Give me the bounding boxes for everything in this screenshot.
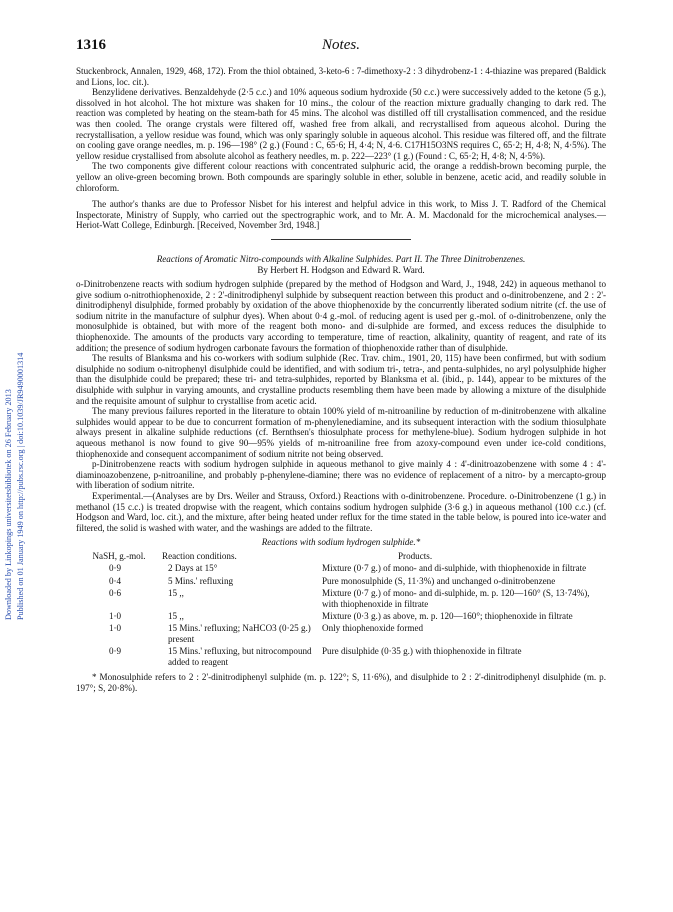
- page-header: [76, 37, 606, 66]
- table-cell: 15 ,,: [168, 588, 184, 599]
- table-row: [76, 623, 601, 646]
- table-row: [76, 588, 601, 611]
- publication-doi-link[interactable]: Published on 01 January 1949 on http://pubs.rsc.org | doi:10.1039/JR9490001314: [16, 352, 25, 620]
- paragraph-m-dinitrobenzene: The many previous failures reported in the literature to obtain 100% yield of m-nitroaniline by reduction of m-dinitrobenzene with alkaline sulphides would appear to be due to concurrent formation of m-phenylenediamine, and its subsequent interaction with the sodium thiosulphate always present in alkaline sulphide reductions (cf. Bernthsen's thiosulphate process for methylene-blue). Sodium hydrogen sulphide in hot aqueous methanol is now found to give 90—95% yields of m-nitroaniline free from azoxy-compound even under ice-cold conditions, thiophenoxide and consequent accompaniment of sodium nitrite not being observed.: [76, 406, 606, 459]
- table-cell: Mixture (0·3 g.) as above, m. p. 120—160°; thiophenoxide in filtrate: [322, 610, 573, 621]
- column-header: Reaction conditions.: [162, 550, 237, 561]
- column-header: Products.: [398, 550, 433, 561]
- table-cell: 0·9: [108, 646, 122, 657]
- article-title: Reactions of Aromatic Nitro-compounds with Alkaline Sulphides. Part II. The Three Dinitrobenzenes.: [156, 253, 526, 264]
- table-cell: Pure monosulphide (S, 11·3%) and unchanged o-dinitrobenzene: [322, 575, 556, 586]
- paragraph-o-dinitrobenzene: o-Dinitrobenzene reacts with sodium hydrogen sulphide (prepared by the method of Hodgson and Ward, J., 1948, 242) in aqueous methanol to give sodium o-nitrothiophenoxide, 2 : 2'-dinitrodiphenyl sulphide by subsequent reaction between this product and o-dinitrobenzene, and 2 : 2'-dinitrodiphenyl disulphide, formed probably by oxidation of the above thiophenoxide by the concurrently liberated sodium nitrite (cf. the use of sodium nitrite in the manufacture of sulphur dyes). When about 0·4 g.-mol. of reducing agent is used per g.-mol. of o-dinitrobenzene, only the monosulphide is obtained, but with more of the reagent both mono- and di-sulphide are formed, and excess reduces the disulphide to thiophenoxide. The amounts of the products vary according to temperature, time of reaction, alkalinity, quantity of reagent, and rate of its addition; the presence of sodium hydrogen carbonate favours the formation of thiophenoxide rather than of disulphide.: [76, 279, 606, 353]
- page-number: 1316: [76, 37, 106, 53]
- table-header-row: [76, 551, 601, 563]
- paragraph-blanksma: The results of Blanksma and his co-workers with sodium sulphide (Rec. Trav. chim., 1901, 20, 115) have been confirmed, but with sodium disulphide no sodium o-nitrophenyl disulphide could be identified, and with sodium tri-, tetra-, and penta-sulphides, no aryl polysulphide higher than the disulphide could be prepared; these tri- and tetra-sulphides, reported by Blanksma et al. (ibid., p. 144), appear to be mixtures of the disulphide with sulphur in varying amounts, and crystalline products resembling them have been made by allowing a mixture of the disulphide and the requisite amount of sulphur to crystallise from acetic acid.: [76, 353, 606, 406]
- table-cell: 15 ,,: [168, 610, 184, 621]
- table-caption: Reactions with sodium hydrogen sulphide.*: [261, 537, 421, 548]
- download-notice: Downloaded by Linkopings universitetsbibliotek on 26 February 2013: [4, 389, 13, 620]
- table-cell: 5 Mins.' refluxing: [168, 575, 234, 586]
- table-cell: 0·6: [108, 588, 122, 599]
- table-cell: Mixture (0·7 g.) of mono- and di-sulphide, m. p. 120—160° (S, 13·74%), with thiophenoxide in filtrate: [322, 588, 590, 609]
- table-cell: Pure disulphide (0·35 g.) with thiophenoxide in filtrate: [322, 646, 522, 657]
- table-cell: 1·0: [108, 610, 122, 621]
- results-table: [76, 551, 601, 669]
- paragraph-continuation: Stuckenbrock, Annalen, 1929, 468, 172). From the thiol obtained, 3-keto-6 : 7-dimethoxy-2 : 3 dihydrobenz-1 : 4-thiazine was prepared (Baldick and Lions, loc. cit.).: [76, 66, 606, 87]
- running-head: Notes.: [322, 37, 360, 53]
- table-cell: 15 Mins.' refluxing; NaHCO3 (0·25 g.) present: [168, 623, 311, 644]
- table-cell: Only thiophenoxide formed: [322, 623, 424, 634]
- table-cell: Mixture (0·7 g.) of mono- and di-sulphide, with thiophenoxide in filtrate: [322, 563, 587, 574]
- paragraph-p-dinitrobenzene: p-Dinitrobenzene reacts with sodium hydrogen sulphide in aqueous methanol to give mainly 4 : 4'-dinitroazobenzene with some 4 : 4'-diaminoazobenzene, p-nitroaniline, and probably p-phenylene-diamine; there was no evidence of replacement of a nitro- by a mercapto-group with liberation of sodium nitrite.: [76, 459, 606, 491]
- table-cell: 2 Days at 15°: [168, 563, 218, 574]
- paragraph-experimental: Experimental.—(Analyses are by Drs. Weiler and Strauss, Oxford.) Reactions with o-dinitrobenzene. Procedure. o-Dinitrobenzene (1 g.) in methanol (15 c.c.) is treated dropwise with the reagent, which contains sodium hydrogen sulphide (3·6 g.) in aqueous methanol (100 c.c.) (cf. Hodgson and Ward, loc. cit.), and the mixture, after being heated under reflux for the time stated in the table below, is poured into ice-water and filtered, the solid is washed with water, and the washings are added to the filtrate.: [76, 490, 606, 533]
- table-row: [76, 646, 601, 669]
- paragraph-acknowledgements: The author's thanks are due to Professor Nisbet for his interest and helpful advice in this work, to Miss J. T. Radford of the Chemical Inspectorate, Ministry of Supply, who carried out the spectrographic work, and to Mr. A. M. Macdonald for the microchemical analyses.—Heriot-Watt College, Edinburgh. [Received, November 3rd, 1948.]: [76, 199, 606, 231]
- download-margin-note: [0, 200, 40, 620]
- table-cell: 0·4: [108, 575, 122, 586]
- section-divider: [271, 239, 411, 240]
- table-row: [76, 563, 601, 575]
- paragraph-colour-reactions: The two components give different colour reactions with concentrated sulphuric acid, the orange a reddish-brown becoming purple, the yellow an olive-green becoming brown. Both compounds are sparingly soluble in ether, soluble in benzene, acetic acid, and readily soluble in chloroform.: [76, 161, 606, 193]
- paragraph-benzylidene: Benzylidene derivatives. Benzaldehyde (2·5 c.c.) and 10% aqueous sodium hydroxide (50 c.c.) were successively added to the ketone (5 g.), dissolved in hot alcohol. The hot mixture was shaken for 10 mins., the colour of the reaction mixture gradually changing to dark red. The reaction was completed by heating on the steam-bath for 45 mins. The alcohol was distilled off till crystallisation commenced, and the residue was then cooled. The orange crystals were filtered off, washed free from alkali, and recrystallised from aqueous alcohol. During the recrystallisation, a yellow residue was found, which was only sparingly soluble in aqueous alcohol. This residue was filtered off, and the filtrate on cooling gave orange needles, m. p. 196—198° (2 g.) (Found : C, 65·6; H, 4·4; N, 4·6. C17H15O3NS requires C, 65·2; H, 4·8; N, 4·5%). The yellow residue crystallised from absolute alcohol as feathery needles, m. p. 222—223° (1 g.) (Found : C, 65·2; H, 4·8; N, 4·5%).: [76, 87, 606, 161]
- table-row: [76, 576, 601, 588]
- column-header: NaSH, g.-mol.: [92, 550, 146, 561]
- table-cell: 1·0: [108, 623, 122, 634]
- table-cell: 0·9: [108, 563, 122, 574]
- article-authors: By Herbert H. Hodgson and Edward R. Ward.: [257, 264, 425, 275]
- table-row: [76, 611, 601, 623]
- table-footnote: * Monosulphide refers to 2 : 2'-dinitrodiphenyl sulphide (m. p. 122°; S, 11·6%), and disulphide to 2 : 2'-dinitrodiphenyl disulphide (m. p. 197°; S, 20·8%).: [76, 672, 606, 693]
- table-cell: 15 Mins.' refluxing, but nitrocompound added to reagent: [168, 646, 312, 667]
- journal-page: [76, 37, 606, 693]
